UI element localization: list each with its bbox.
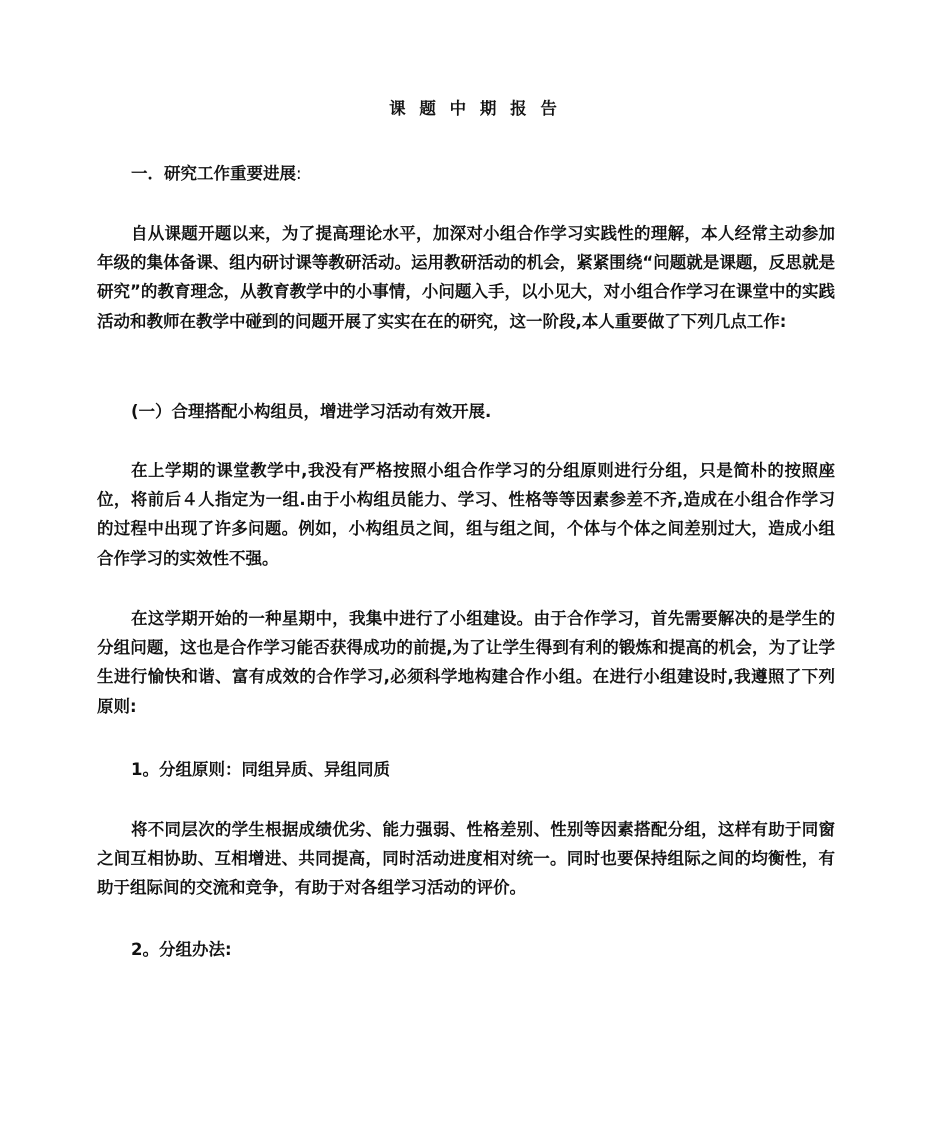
item2-heading: 2。分组办法: [131,940,232,959]
this-term-paragraph: 在这学期开始的一种星期中，我集中进行了小组建设。由于合作学习，首先需要解决的是学生的分组问题，这也是合作学习能否获得成功的前提,为了让学生得到有利的锻炼和提高的机会，为了让学生进行愉快和谐、富有成效的合作学习,必须科学地构建合作小组。在进行小组建设时,我遵照了下列原则: [97,609,835,716]
section-heading-colon: : [296,164,302,183]
document-title: 课 题 中 期 报 告 [389,99,561,118]
intro-paragraph: 自从课题开题以来，为了提高理论水平，加深对小组合作学习实践性的理解，本人经常主动参加年级的集体备课、组内研讨课等教研活动。运用教研活动的机会，紧紧围绕“问题就是课题，反思就是研究”的教育理念，从教育教学中的小事情，小问题入手，以小见大，对小组合作学习在课堂中的实践活动和教师在教学中碰到的问题开展了实实在在的研究，这一阶段,本人重要做了下列几点工作: [97,224,835,331]
item1-heading: 1。分组原则：同组异质、异组同质 [131,760,390,779]
previous-term-paragraph: 在上学期的课堂教学中,我没有严格按照小组合作学习的分组原则进行分组，只是简朴的按照座位，将前后４人指定为一组.由于小构组员能力、学习、性格等等因素参差不齐,造成在小组合作学习的过程中出现了许多问题。例如，小构组员之间，组与组之间，个体与个体之间差别过大，造成小组合作学习的实效性不强。 [97,461,835,568]
section-heading-text: 一．研究工作重要进展 [131,164,296,183]
section-heading [97,159,835,188]
subsection-heading: (一）合理搭配小构组员，增进学习活动有效开展. [131,402,492,421]
item1-paragraph: 将不同层次的学生根据成绩优劣、能力强弱、性格差别、性别等因素搭配分组，这样有助于同窗之间互相协助、互相增进、共同提高，同时活动进度相对统一。同时也要保持组际之间的均衡性，有助于组际间的交流和竞争，有助于对各组学习活动的评价。 [97,820,835,898]
